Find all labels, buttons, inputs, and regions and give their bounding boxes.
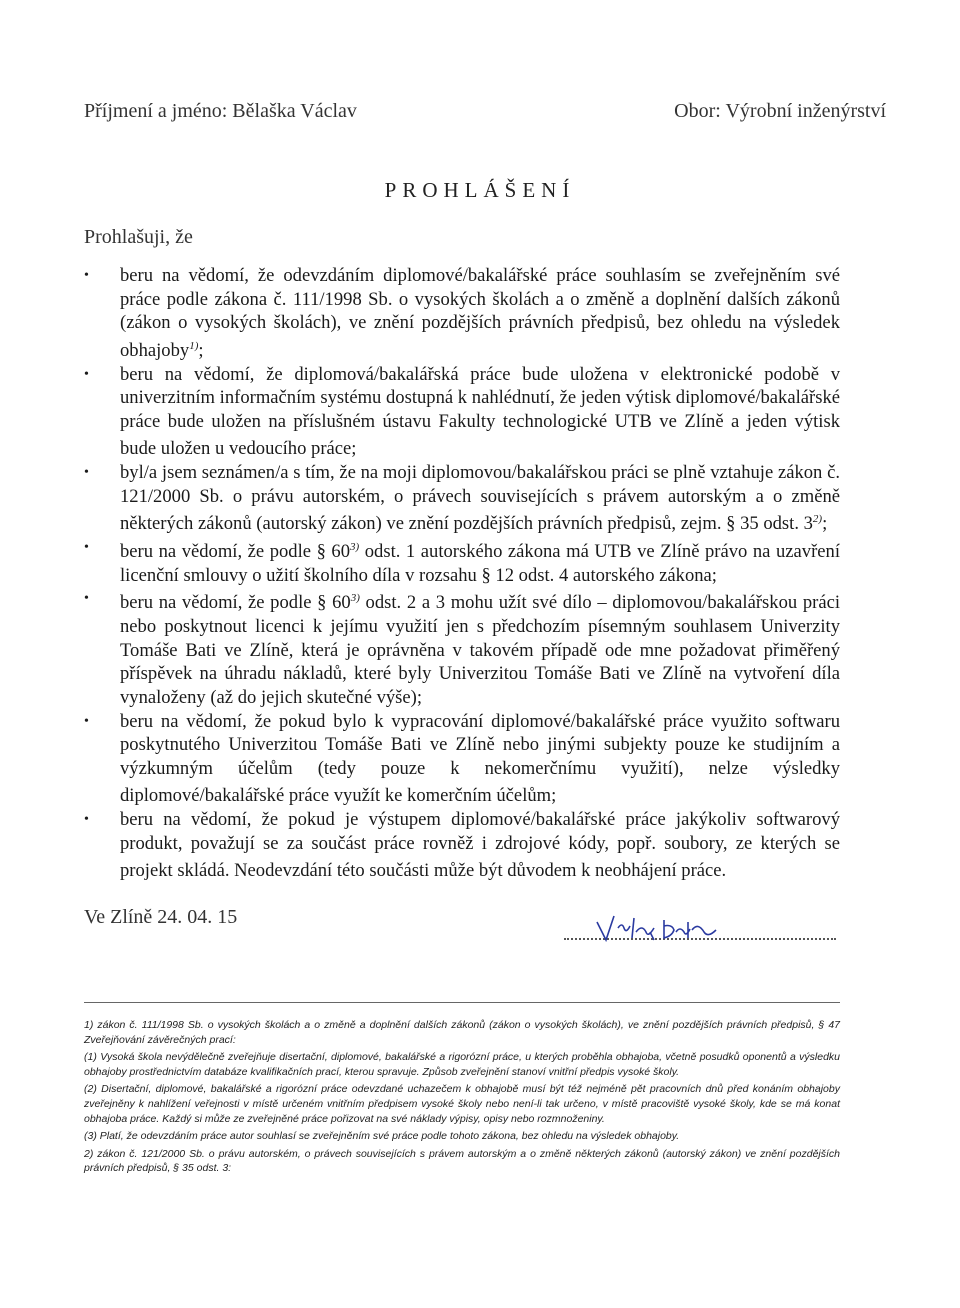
footnote-divider xyxy=(84,1002,840,1003)
footnote: 2) zákon č. 121/2000 Sb. o právu autorském, o právech souvisejících s právem autorským a o změně některých zákonů (autorský zákon) ve znění pozdějších právních předpisů, § 35 odst. 3: xyxy=(84,1147,840,1175)
name-label: Příjmení a jméno: Bělaška Václav xyxy=(84,100,357,122)
footnote: (2) Disertační, diplomové, bakalářské a rigorózní práce odevzdané uchazečem k obhajobě musí být též nejméně pět pracovních dnů před konáním obhajoby zveřejněny k nahlížení veřejnosti v místě určeném vnitřním předpisem vysoké školy nebo není-li tak určeno, v místě pracoviště vysoké školy, kde se má konat obhajoba práce. Každý si může ze zveřejněné práce pořizovat na své náklady výpisy, opisy nebo rozmnoženiny. xyxy=(84,1083,840,1125)
footnote: 1) zákon č. 111/1998 Sb. o vysokých školách a o změně a doplnění dalších zákonů (zákon o vysokých školách), ve znění pozdějších právních předpisů, § 47 Zveřejňování závěrečných prací: xyxy=(84,1019,840,1046)
list-item: • beru na vědomí, že pokud je výstupem diplomové/bakalářské práce jakýkoliv softwarový produkt, považují se za součást práce rovněž i zdrojové kódy, popř. soubory, ze kterých se projekt skládá. Neodevzdání této součásti může být důvodem k neobhájení práce. xyxy=(84,808,840,883)
list-item: • beru na vědomí, že pokud bylo k vypracování diplomové/bakalářské práce využito softwaru poskytnutého Univerzitou Tomáše Bati ve Zlíně nebo jinými subjekty pouze ke studijním a výzkumným účelům (tedy pouze k nekomerčnímu využití), nelze výsledky diplomové/bakalářské práce využít ke komerčním účelům; xyxy=(84,710,840,809)
page-title: PROHLÁŠENÍ xyxy=(384,178,576,202)
list-item: • beru na vědomí, že podle § 60$^{3)}$ odst. 2 a 3 mohu užít své dílo – diplomovou/bakalářskou práci nebo poskytnout licenci k jejímu využití jen s předchozím písemným souhlasem Univerzity Tomáše Bati ve Zlíně, která je oprávněna v takovém případě ode mne požadovat přiměřený příspěvek na úhradu nákladů, které byly Univerzitou Tomáše Bati ve Zlíně na vytvoření díla vynaloženy (až do jejich skutečné výše); xyxy=(84,587,840,709)
list-item: • byl/a jsem seznámen/a s tím, že na moji diplomovou/bakalářskou práci se plně vztahuje zákon č. 121/2000 Sb. o právu autorském, o právech souvisejících s právem autorským a o změně některých zákonů (autorský zákon) ve znění pozdějších právních předpisů, zejm. § 35 odst. 3$^{2)}$; xyxy=(84,461,840,536)
footnotes xyxy=(84,1018,840,1179)
place-date: Ve Zlíně 24. 04. 15 xyxy=(84,906,238,928)
list-item: • beru na vědomí, že podle § 60$^{3)}$ odst. 1 autorského zákona má UTB ve Zlíně právo na uzavření licenční smlouvy o užití školního díla v rozsahu § 12 odst. 4 autorského zákona; xyxy=(84,536,840,587)
list-item: • beru na vědomí, že odevzdáním diplomové/bakalářské práce souhlasím se zveřejněním své práce podle zákona č. 111/1998 Sb. o vysokých školách a o změně a doplnění dalších zákonů (zákon o vysokých školách), ve znění pozdějších právních předpisů, bez ohledu na výsledek obhajoby$^{1)}$; xyxy=(84,264,840,363)
signature-image xyxy=(592,908,722,948)
intro-text: Prohlašuji, že xyxy=(84,226,193,248)
list-item: • beru na vědomí, že diplomová/bakalářská práce bude uložena v elektronické podobě v univerzitním informačním systému dostupná k nahlédnutí, že jeden výtisk diplomové/bakalářské práce bude uložen na příslušném ústavu Fakulty technologické UTB ve Zlíně a jeden výtisk bude uložen u vedoucího práce; xyxy=(84,363,840,462)
declaration-list xyxy=(84,264,840,883)
field-label: Obor: Výrobní inženýrství xyxy=(674,100,886,122)
footnote: (1) Vysoká škola nevýdělečně zveřejňuje disertační, diplomové, bakalářské a rigorózní práce, u kterých proběhla obhajoba, včetně posudků oponentů a výsledku obhajoby prostřednictvím databáze kvalifikačních prací, kterou spravuje. Způsob zveřejnění stanoví vnitřní předpis vysoké školy. xyxy=(84,1051,840,1078)
footnote: (3) Platí, že odevzdáním práce autor souhlasí se zveřejněním své práce podle tohoto zákona, bez ohledu na výsledek obhajoby. xyxy=(84,1130,680,1143)
